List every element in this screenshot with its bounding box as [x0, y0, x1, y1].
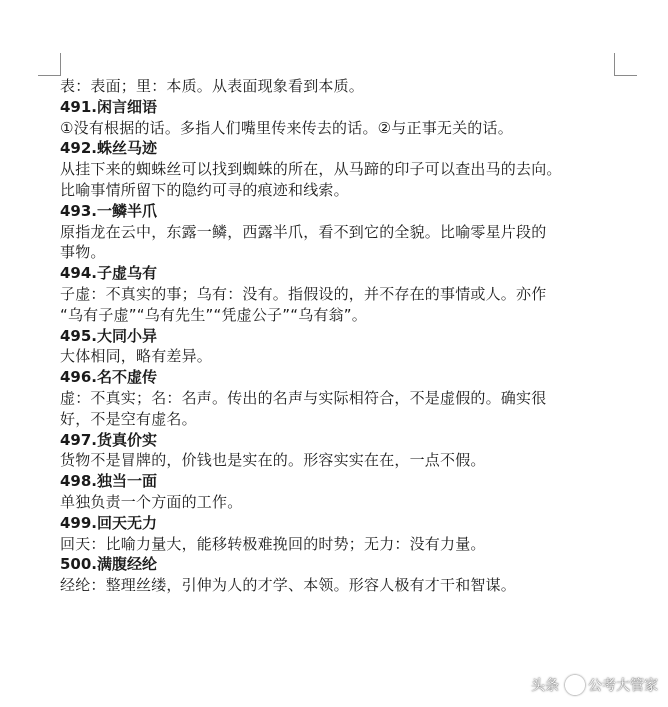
- idiom-definition-line: 单独负责一个方面的工作。: [60, 492, 243, 511]
- watermark: [531, 675, 658, 695]
- idiom-definition-line: 子虚：不真实的事；乌有：没有。指假设的，并不存在的事情或人。亦作: [60, 284, 547, 303]
- idiom-title: 496.名不虚传: [60, 368, 158, 387]
- idiom-entry: [60, 263, 620, 325]
- idiom-definition-line: ①没有根据的话。多指人们嘴里传来传去的话。②与正事无关的话。: [60, 118, 513, 137]
- idiom-definition-line: 经纶：整理丝缕，引伸为人的才学、本领。形容人极有才干和智谋。: [60, 576, 517, 595]
- idiom-entry: [60, 97, 620, 139]
- idiom-definition-line: 事物。: [60, 243, 106, 262]
- idiom-title: 497.货真价实: [60, 430, 158, 449]
- idiom-title: 493.一鳞半爪: [60, 201, 158, 220]
- page-corner-mark-left: [38, 53, 61, 76]
- idiom-entry: [60, 326, 620, 368]
- idiom-title: 500.满腹经纶: [60, 555, 158, 574]
- idiom-definition-line: 大体相同，略有差异。: [60, 347, 213, 366]
- document-body: [60, 76, 620, 596]
- idiom-entry: [60, 471, 620, 513]
- idiom-title: 494.子虚乌有: [60, 264, 158, 283]
- idiom-title: 499.回天无力: [60, 513, 158, 532]
- idiom-title: 492.蛛丝马迹: [60, 139, 158, 158]
- idiom-entry: [60, 513, 620, 555]
- idiom-definition-line: “乌有子虚”“乌有先生”“凭虚公子”“乌有翁”。: [60, 305, 367, 324]
- idiom-definition-line: 比喻事情所留下的隐约可寻的痕迹和线索。: [60, 180, 349, 199]
- idiom-entry: [60, 138, 620, 200]
- intro-line: 表：表面；里：本质。从表面现象看到本质。: [60, 77, 365, 95]
- at-icon: [565, 675, 585, 695]
- idiom-title: 491.闲言细语: [60, 97, 158, 116]
- idiom-entry: [60, 554, 620, 596]
- idiom-definition-line: 回天：比喻力量大，能移转极难挽回的时势；无力：没有力量。: [60, 534, 486, 553]
- idiom-entry: [60, 430, 620, 472]
- idiom-entry: [60, 367, 620, 429]
- idiom-definition-line: 货物不是冒牌的，价钱也是实在的。形容实实在在，一点不假。: [60, 451, 486, 470]
- idiom-title: 495.大同小异: [60, 326, 158, 345]
- idiom-definition-line: 从挂下来的蜘蛛丝可以找到蜘蛛的所在，从马蹄的印子可以查出马的去向。: [60, 160, 562, 179]
- idiom-entry: [60, 201, 620, 263]
- idiom-definition-line: 原指龙在云中，东露一鳞，西露半爪，看不到它的全貌。比喻零星片段的: [60, 222, 547, 241]
- page-corner-mark-right: [614, 53, 637, 76]
- watermark-prefix: 头条: [531, 678, 559, 694]
- idiom-definition-line: 虚：不真实；名：名声。传出的名声与实际相符合，不是虚假的。确实很: [60, 388, 547, 407]
- entry-list: [60, 97, 620, 596]
- idiom-definition-line: 好，不是空有虚名。: [60, 409, 197, 428]
- watermark-account: 公考大管家: [588, 678, 658, 694]
- idiom-title: 498.独当一面: [60, 472, 158, 491]
